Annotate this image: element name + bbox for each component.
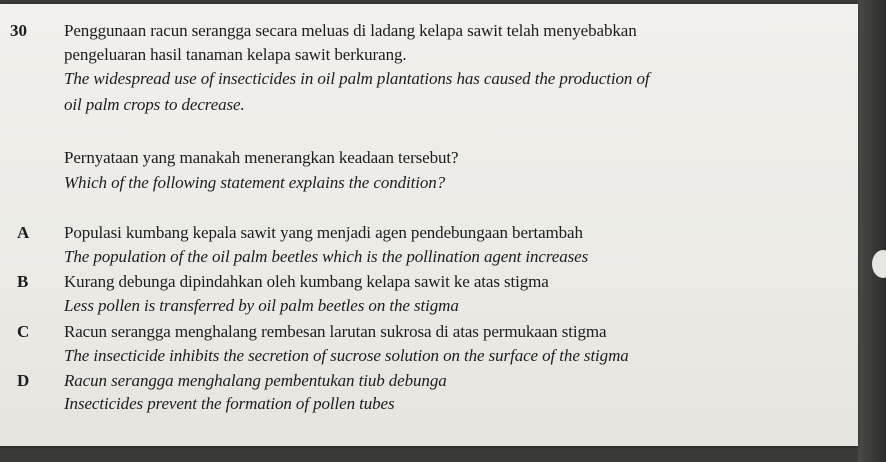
- stem-english-line-1: The widespread use of insecticides in oil palm plantations has caused the production of: [64, 69, 650, 88]
- option-a-english: The population of the oil palm beetles which is the pollination agent increases: [64, 247, 589, 266]
- option-b-english: Less pollen is transferred by oil palm beetles on the stigma: [64, 296, 459, 315]
- option-d-letter: D: [17, 371, 30, 390]
- stem-malay-line-1: Penggunaan racun serangga secara meluas di ladang kelapa sawit telah menyebabkan: [64, 21, 637, 40]
- question-number: 30: [10, 21, 27, 40]
- option-b-malay: Kurang debunga dipindahkan oleh kumbang kelapa sawit ke atas stigma: [64, 272, 549, 291]
- option-c-malay: Racun serangga menghalang rembesan larutan sukrosa di atas permukaan stigma: [64, 322, 607, 341]
- option-a-malay: Populasi kumbang kepala sawit yang menjadi agen pendebungaan bertambah: [64, 223, 583, 242]
- option-c-letter: C: [17, 322, 30, 341]
- stem-english-line-2: oil palm crops to decrease.: [64, 95, 245, 114]
- exam-sheet: [0, 4, 858, 446]
- option-b-letter: B: [17, 272, 29, 291]
- prompt-malay: Pernyataan yang manakah menerangkan keadaan tersebut?: [64, 148, 459, 167]
- option-d-malay: Racun serangga menghalang pembentukan tiub debunga: [64, 371, 447, 390]
- option-c-english: The insecticide inhibits the secretion of sucrose solution on the surface of the stigma: [64, 346, 629, 365]
- page-edge-shadow: [858, 0, 886, 462]
- stem-malay-line-2: pengeluaran hasil tanaman kelapa sawit berkurang.: [64, 45, 407, 64]
- option-a-letter: A: [17, 223, 30, 242]
- option-d-english: Insecticides prevent the formation of pollen tubes: [64, 394, 395, 413]
- prompt-english: Which of the following statement explains the condition?: [64, 173, 446, 192]
